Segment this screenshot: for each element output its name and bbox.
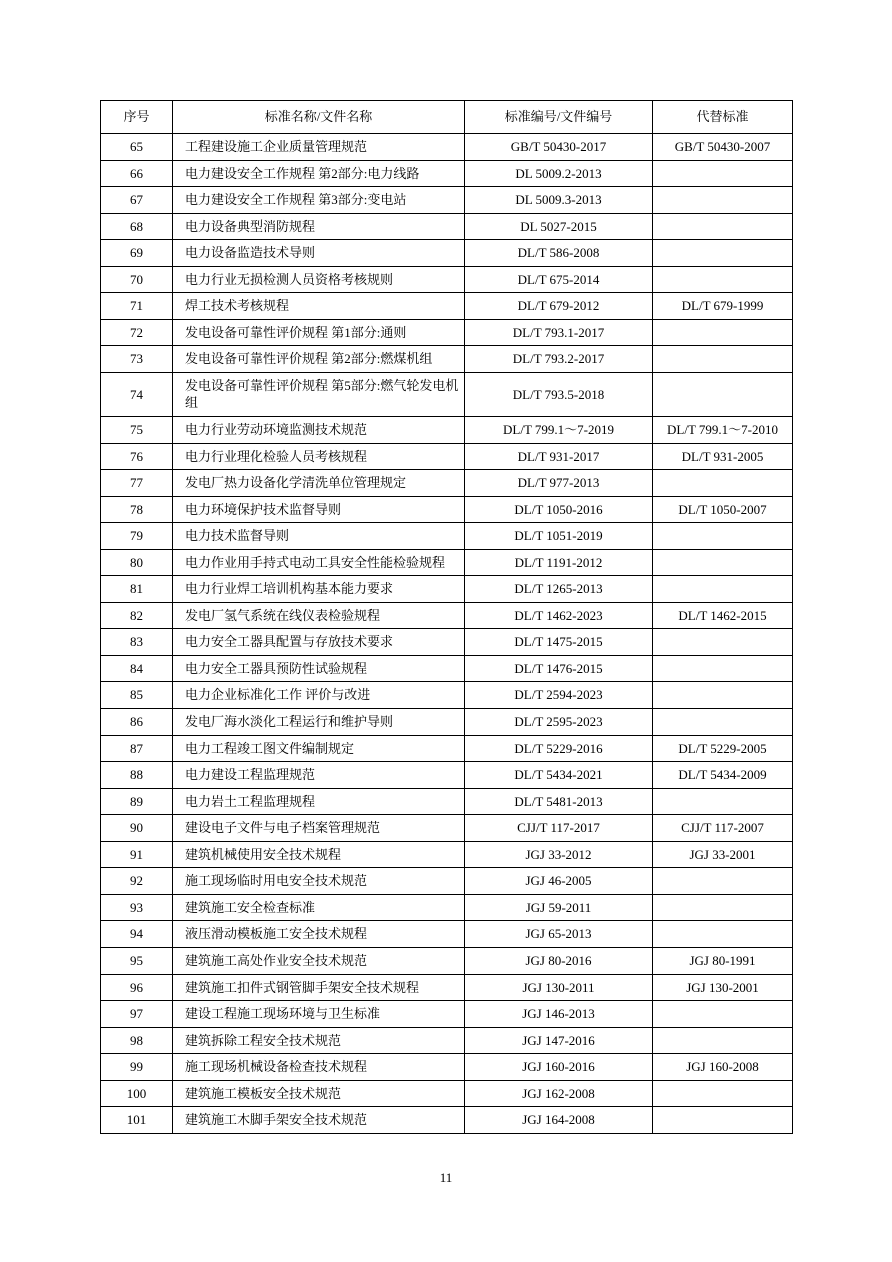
cell-standard-name: 电力岩土工程监理规程 — [173, 788, 465, 815]
cell-sequence-number: 66 — [101, 160, 173, 187]
table-row — [101, 213, 793, 240]
cell-standard-name: 电力行业理化检验人员考核规程 — [173, 443, 465, 470]
cell-standard-code: JGJ 147-2016 — [465, 1027, 653, 1054]
cell-replaced-standard — [653, 319, 793, 346]
table-row — [101, 523, 793, 550]
cell-standard-name: 工程建设施工企业质量管理规范 — [173, 134, 465, 161]
table-row — [101, 841, 793, 868]
cell-standard-name: 电力环境保护技术监督导则 — [173, 496, 465, 523]
table-row — [101, 443, 793, 470]
cell-standard-code: DL/T 586-2008 — [465, 240, 653, 267]
cell-sequence-number: 90 — [101, 815, 173, 842]
table-row — [101, 266, 793, 293]
cell-standard-code: JGJ 33-2012 — [465, 841, 653, 868]
cell-replaced-standard: DL/T 799.1～7-2010 — [653, 417, 793, 444]
cell-replaced-standard: DL/T 1462-2015 — [653, 602, 793, 629]
column-header-name: 标准名称/文件名称 — [173, 101, 465, 134]
cell-sequence-number: 72 — [101, 319, 173, 346]
cell-sequence-number: 93 — [101, 894, 173, 921]
cell-standard-code: JGJ 46-2005 — [465, 868, 653, 895]
cell-standard-name: 发电设备可靠性评价规程 第1部分:通则 — [173, 319, 465, 346]
cell-sequence-number: 83 — [101, 629, 173, 656]
table-row — [101, 240, 793, 267]
cell-standard-code: DL/T 793.5-2018 — [465, 372, 653, 416]
table-row — [101, 682, 793, 709]
table-row — [101, 160, 793, 187]
cell-replaced-standard — [653, 346, 793, 373]
cell-standard-name: 电力作业用手持式电动工具安全性能检验规程 — [173, 549, 465, 576]
cell-replaced-standard: JGJ 130-2001 — [653, 974, 793, 1001]
cell-standard-name: 电力工程竣工图文件编制规定 — [173, 735, 465, 762]
cell-standard-code: DL/T 1475-2015 — [465, 629, 653, 656]
cell-sequence-number: 65 — [101, 134, 173, 161]
cell-sequence-number: 98 — [101, 1027, 173, 1054]
cell-standard-code: DL/T 1265-2013 — [465, 576, 653, 603]
cell-sequence-number: 91 — [101, 841, 173, 868]
cell-standard-name: 建筑机械使用安全技术规程 — [173, 841, 465, 868]
table-row — [101, 293, 793, 320]
cell-sequence-number: 76 — [101, 443, 173, 470]
cell-replaced-standard: DL/T 5229-2005 — [653, 735, 793, 762]
table-body — [101, 134, 793, 1134]
cell-sequence-number: 74 — [101, 372, 173, 416]
cell-sequence-number: 81 — [101, 576, 173, 603]
cell-replaced-standard — [653, 576, 793, 603]
cell-standard-code: JGJ 59-2011 — [465, 894, 653, 921]
cell-standard-name: 施工现场机械设备检查技术规程 — [173, 1054, 465, 1081]
cell-standard-name: 建筑施工高处作业安全技术规范 — [173, 947, 465, 974]
cell-replaced-standard — [653, 372, 793, 416]
cell-sequence-number: 99 — [101, 1054, 173, 1081]
cell-sequence-number: 87 — [101, 735, 173, 762]
cell-replaced-standard: DL/T 1050-2007 — [653, 496, 793, 523]
cell-replaced-standard: JGJ 33-2001 — [653, 841, 793, 868]
standards-table — [100, 100, 793, 1134]
table-header — [101, 101, 793, 134]
cell-standard-name: 电力技术监督导则 — [173, 523, 465, 550]
cell-standard-code: DL/T 799.1～7-2019 — [465, 417, 653, 444]
column-header-no: 序号 — [101, 101, 173, 134]
cell-replaced-standard: GB/T 50430-2007 — [653, 134, 793, 161]
table-row — [101, 187, 793, 214]
cell-standard-name: 电力企业标准化工作 评价与改进 — [173, 682, 465, 709]
cell-standard-code: DL/T 679-2012 — [465, 293, 653, 320]
cell-sequence-number: 75 — [101, 417, 173, 444]
cell-standard-code: GB/T 50430-2017 — [465, 134, 653, 161]
cell-sequence-number: 82 — [101, 602, 173, 629]
cell-standard-code: DL/T 675-2014 — [465, 266, 653, 293]
cell-standard-code: DL/T 5229-2016 — [465, 735, 653, 762]
table-row — [101, 1107, 793, 1134]
table-row — [101, 1054, 793, 1081]
cell-standard-code: JGJ 162-2008 — [465, 1080, 653, 1107]
table-row — [101, 1001, 793, 1028]
cell-sequence-number: 78 — [101, 496, 173, 523]
cell-standard-name: 建筑拆除工程安全技术规范 — [173, 1027, 465, 1054]
cell-standard-name: 建筑施工木脚手架安全技术规范 — [173, 1107, 465, 1134]
cell-sequence-number: 92 — [101, 868, 173, 895]
cell-sequence-number: 94 — [101, 921, 173, 948]
cell-replaced-standard — [653, 213, 793, 240]
cell-sequence-number: 79 — [101, 523, 173, 550]
cell-standard-name: 发电厂热力设备化学清洗单位管理规定 — [173, 470, 465, 497]
table-row — [101, 762, 793, 789]
table-row — [101, 1080, 793, 1107]
column-header-code: 标准编号/文件编号 — [465, 101, 653, 134]
cell-standard-name: 建筑施工扣件式钢管脚手架安全技术规程 — [173, 974, 465, 1001]
cell-replaced-standard: DL/T 931-2005 — [653, 443, 793, 470]
cell-sequence-number: 96 — [101, 974, 173, 1001]
cell-sequence-number: 88 — [101, 762, 173, 789]
cell-sequence-number: 89 — [101, 788, 173, 815]
cell-replaced-standard — [653, 523, 793, 550]
cell-replaced-standard — [653, 1107, 793, 1134]
cell-sequence-number: 85 — [101, 682, 173, 709]
table-row — [101, 815, 793, 842]
cell-standard-code: DL/T 2594-2023 — [465, 682, 653, 709]
cell-sequence-number: 95 — [101, 947, 173, 974]
cell-replaced-standard — [653, 894, 793, 921]
cell-replaced-standard — [653, 266, 793, 293]
column-header-replaced: 代替标准 — [653, 101, 793, 134]
cell-standard-code: DL 5027-2015 — [465, 213, 653, 240]
table-row — [101, 134, 793, 161]
cell-sequence-number: 86 — [101, 709, 173, 736]
cell-replaced-standard — [653, 655, 793, 682]
cell-standard-name: 发电厂氢气系统在线仪表检验规程 — [173, 602, 465, 629]
table-row — [101, 549, 793, 576]
cell-replaced-standard — [653, 709, 793, 736]
cell-standard-code: DL/T 931-2017 — [465, 443, 653, 470]
cell-standard-name: 电力行业焊工培训机构基本能力要求 — [173, 576, 465, 603]
cell-replaced-standard — [653, 921, 793, 948]
cell-standard-name: 液压滑动模板施工安全技术规程 — [173, 921, 465, 948]
cell-sequence-number: 73 — [101, 346, 173, 373]
table-row — [101, 496, 793, 523]
cell-standard-name: 发电设备可靠性评价规程 第5部分:燃气轮发电机组 — [173, 372, 465, 416]
table-row — [101, 602, 793, 629]
cell-sequence-number: 77 — [101, 470, 173, 497]
cell-standard-code: DL/T 5434-2021 — [465, 762, 653, 789]
cell-standard-name: 电力建设安全工作规程 第2部分:电力线路 — [173, 160, 465, 187]
table-row — [101, 655, 793, 682]
cell-standard-name: 发电设备可靠性评价规程 第2部分:燃煤机组 — [173, 346, 465, 373]
cell-replaced-standard — [653, 1080, 793, 1107]
table-row — [101, 735, 793, 762]
cell-standard-name: 电力建设工程监理规范 — [173, 762, 465, 789]
cell-standard-code: DL 5009.3-2013 — [465, 187, 653, 214]
cell-standard-code: DL/T 793.2-2017 — [465, 346, 653, 373]
table-row — [101, 921, 793, 948]
cell-standard-name: 发电厂海水淡化工程运行和维护导则 — [173, 709, 465, 736]
cell-replaced-standard — [653, 160, 793, 187]
cell-standard-code: DL/T 1191-2012 — [465, 549, 653, 576]
cell-sequence-number: 71 — [101, 293, 173, 320]
table-row — [101, 372, 793, 416]
table-row — [101, 868, 793, 895]
cell-standard-name: 建筑施工安全检查标准 — [173, 894, 465, 921]
cell-standard-code: JGJ 65-2013 — [465, 921, 653, 948]
cell-standard-code: DL/T 1051-2019 — [465, 523, 653, 550]
cell-standard-name: 建筑施工模板安全技术规范 — [173, 1080, 465, 1107]
cell-standard-code: DL/T 793.1-2017 — [465, 319, 653, 346]
cell-standard-name: 施工现场临时用电安全技术规范 — [173, 868, 465, 895]
cell-sequence-number: 101 — [101, 1107, 173, 1134]
cell-replaced-standard: DL/T 5434-2009 — [653, 762, 793, 789]
cell-standard-name: 焊工技术考核规程 — [173, 293, 465, 320]
cell-sequence-number: 70 — [101, 266, 173, 293]
cell-standard-name: 电力行业无损检测人员资格考核规则 — [173, 266, 465, 293]
table-row — [101, 894, 793, 921]
cell-standard-code: DL/T 1050-2016 — [465, 496, 653, 523]
cell-standard-code: JGJ 80-2016 — [465, 947, 653, 974]
cell-standard-code: JGJ 130-2011 — [465, 974, 653, 1001]
cell-standard-code: JGJ 160-2016 — [465, 1054, 653, 1081]
table-row — [101, 319, 793, 346]
table-row — [101, 417, 793, 444]
cell-standard-code: DL/T 1476-2015 — [465, 655, 653, 682]
cell-standard-name: 电力设备典型消防规程 — [173, 213, 465, 240]
cell-replaced-standard — [653, 240, 793, 267]
cell-standard-code: DL 5009.2-2013 — [465, 160, 653, 187]
table-row — [101, 470, 793, 497]
cell-sequence-number: 100 — [101, 1080, 173, 1107]
cell-standard-code: DL/T 5481-2013 — [465, 788, 653, 815]
cell-replaced-standard — [653, 549, 793, 576]
cell-standard-name: 电力安全工器具预防性试验规程 — [173, 655, 465, 682]
table-row — [101, 709, 793, 736]
cell-replaced-standard: JGJ 160-2008 — [653, 1054, 793, 1081]
table-row — [101, 629, 793, 656]
cell-standard-name: 电力设备监造技术导则 — [173, 240, 465, 267]
cell-standard-code: CJJ/T 117-2017 — [465, 815, 653, 842]
table-row — [101, 576, 793, 603]
table-row — [101, 788, 793, 815]
cell-replaced-standard — [653, 629, 793, 656]
cell-sequence-number: 84 — [101, 655, 173, 682]
table-row — [101, 346, 793, 373]
table-header-row — [101, 101, 793, 134]
cell-standard-name: 电力安全工器具配置与存放技术要求 — [173, 629, 465, 656]
cell-standard-code: DL/T 977-2013 — [465, 470, 653, 497]
table-row — [101, 974, 793, 1001]
cell-standard-name: 电力行业劳动环境监测技术规范 — [173, 417, 465, 444]
cell-replaced-standard — [653, 1001, 793, 1028]
cell-standard-name: 建设工程施工现场环境与卫生标准 — [173, 1001, 465, 1028]
cell-standard-name: 建设电子文件与电子档案管理规范 — [173, 815, 465, 842]
cell-replaced-standard — [653, 788, 793, 815]
cell-standard-name: 电力建设安全工作规程 第3部分:变电站 — [173, 187, 465, 214]
cell-replaced-standard — [653, 1027, 793, 1054]
cell-replaced-standard — [653, 470, 793, 497]
cell-standard-code: DL/T 2595-2023 — [465, 709, 653, 736]
cell-standard-code: DL/T 1462-2023 — [465, 602, 653, 629]
page-number: 11 — [439, 1170, 453, 1185]
cell-replaced-standard — [653, 682, 793, 709]
cell-replaced-standard: DL/T 679-1999 — [653, 293, 793, 320]
cell-sequence-number: 80 — [101, 549, 173, 576]
cell-replaced-standard — [653, 868, 793, 895]
cell-standard-code: JGJ 146-2013 — [465, 1001, 653, 1028]
cell-replaced-standard — [653, 187, 793, 214]
cell-replaced-standard: CJJ/T 117-2007 — [653, 815, 793, 842]
cell-replaced-standard: JGJ 80-1991 — [653, 947, 793, 974]
cell-sequence-number: 67 — [101, 187, 173, 214]
cell-standard-code: JGJ 164-2008 — [465, 1107, 653, 1134]
table-row — [101, 1027, 793, 1054]
cell-sequence-number: 97 — [101, 1001, 173, 1028]
cell-sequence-number: 68 — [101, 213, 173, 240]
cell-sequence-number: 69 — [101, 240, 173, 267]
table-row — [101, 947, 793, 974]
